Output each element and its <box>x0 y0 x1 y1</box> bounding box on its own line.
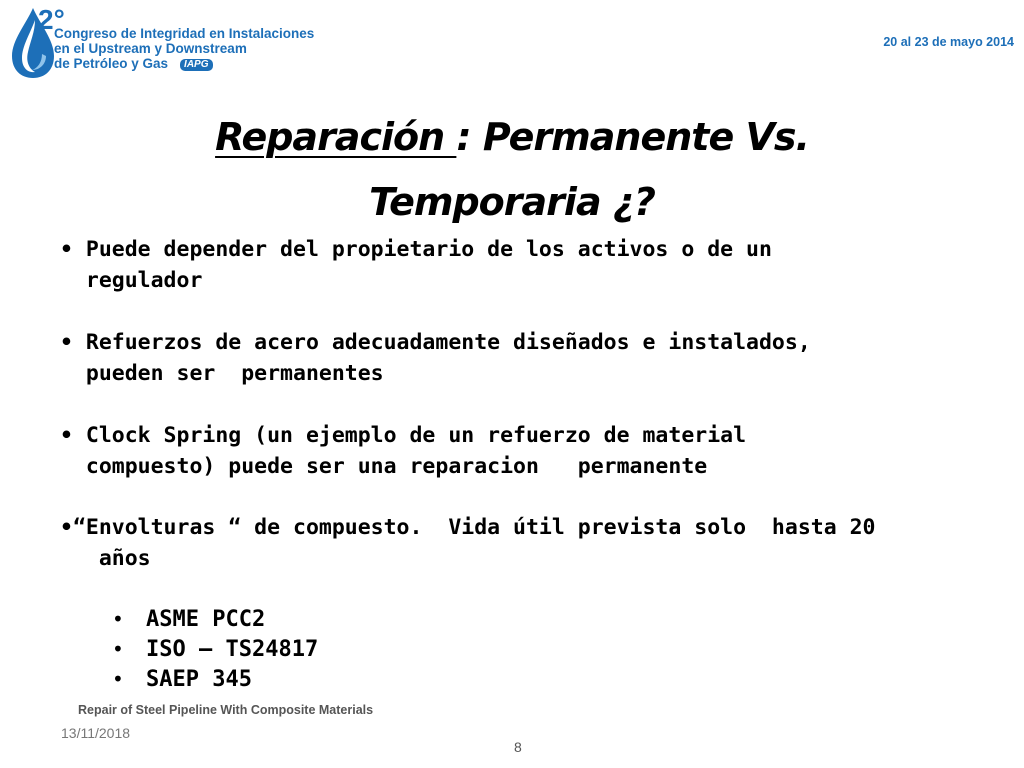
sub-bullet-item <box>112 664 252 695</box>
bullet-dot-icon: • <box>112 637 124 661</box>
footer-note: Repair of Steel Pipeline With Composite Materials <box>78 703 374 717</box>
bullet-item: • Puede depender del propietario de los activos o de un regulador <box>60 237 772 293</box>
logo-edition-number: 2° <box>38 4 65 35</box>
logo-line-3 <box>54 56 314 71</box>
bullet-item: • Refuerzos de acero adecuadamente diseñados e instalados, pueden ser permanentes <box>60 330 811 386</box>
footer-date: 13/11/2018 <box>61 725 131 741</box>
title-underlined-word: Reparación <box>215 115 457 159</box>
slide-title-line-1 <box>0 115 1024 159</box>
bullet-item: • Clock Spring (un ejemplo de un refuerzo de material compuesto) puede ser una reparacion permanente <box>60 423 747 479</box>
sub-bullet-label: ASME PCC2 <box>146 607 266 632</box>
logo-line-1: Congreso de Integridad en Instalaciones <box>54 26 315 41</box>
sub-bullet-label: SAEP 345 <box>146 667 252 692</box>
page-number: 8 <box>514 739 522 755</box>
bullet-dot-icon: • <box>112 607 124 631</box>
iapg-badge: IAPG <box>180 59 212 71</box>
logo-line-3-text: de Petróleo y Gas <box>54 56 169 71</box>
bullet-item: •“Envolturas “ de compuesto. Vida útil prevista solo hasta 20 años <box>60 515 876 571</box>
logo-line-2: en el Upstream y Downstream <box>54 41 247 56</box>
event-date: 20 al 23 de mayo 2014 <box>883 35 1014 49</box>
logo-conference-name <box>54 26 314 71</box>
sub-bullet-item <box>112 634 318 665</box>
sub-bullet-item <box>112 604 265 635</box>
bullet-dot-icon: • <box>112 667 124 691</box>
sub-bullet-label: ISO – TS24817 <box>146 637 319 662</box>
slide-title-line-2: Temporaria ¿? <box>369 180 655 224</box>
title-rest: : Permanente Vs. <box>456 115 809 159</box>
